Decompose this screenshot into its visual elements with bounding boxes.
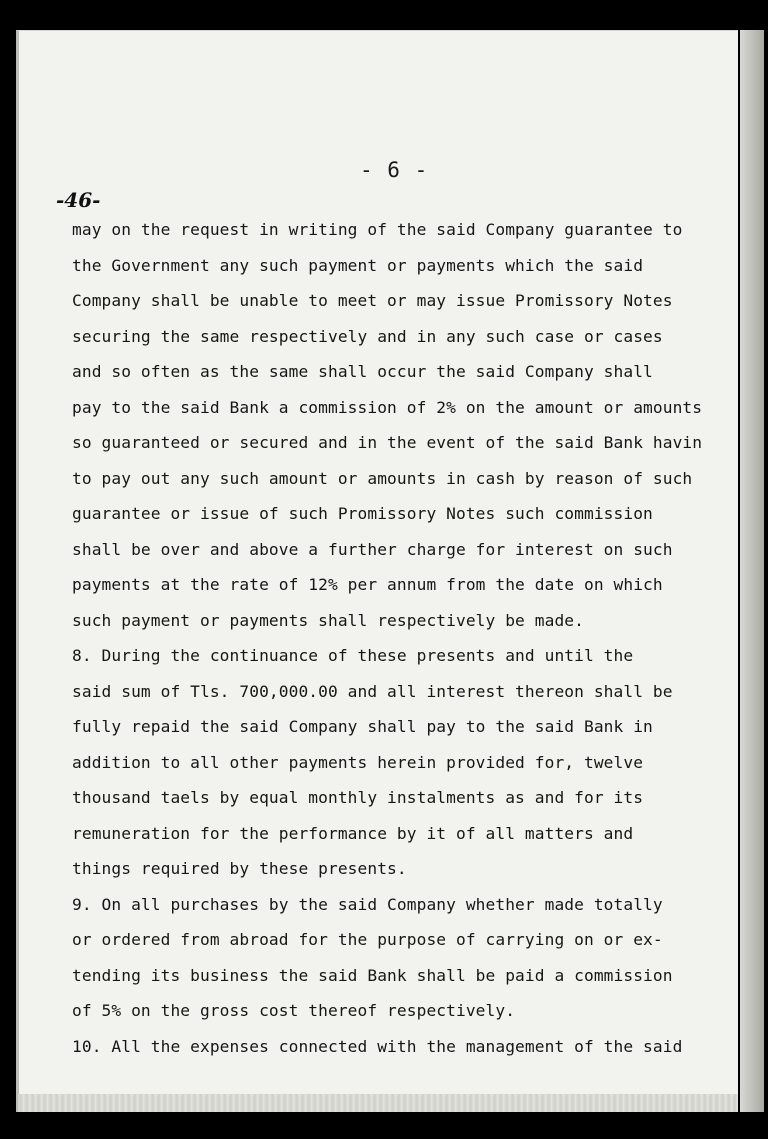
text-line: so guaranteed or secured and in the event of the said Bank havin <box>72 433 703 452</box>
text-line: 8. During the continuance of these presents and until the <box>72 646 634 665</box>
page-right-edge <box>740 30 764 1112</box>
text-line: things required by these presents. <box>72 859 407 878</box>
handwritten-margin-annotation: -46- <box>56 188 101 212</box>
text-line: securing the same respectively and in any such case or cases <box>72 326 663 346</box>
text-line: addition to all other payments herein provided for, twelve <box>72 752 644 772</box>
text-line: payments at the rate of 12% per annum from the date on which <box>72 575 663 594</box>
text-line: such payment or payments shall respectively be made. <box>72 610 584 630</box>
page-bottom-edge <box>18 1094 738 1112</box>
text-line: said sum of Tls. 700,000.00 and all interest thereon shall be <box>72 681 673 701</box>
text-line: Company shall be unable to meet or may issue Promissory Notes <box>72 291 673 310</box>
text-line: fully repaid the said Company shall pay to the said Bank in <box>72 717 653 736</box>
text-line: shall be over and above a further charge for interest on such <box>72 539 673 559</box>
text-line: pay to the said Bank a commission of 2% on the amount or amounts <box>72 397 703 417</box>
text-line: may on the request in writing of the said Company guarantee to <box>72 220 683 239</box>
text-line: remuneration for the performance by it of all matters and <box>72 823 634 843</box>
text-line: the Government any such payment or payments which the said <box>72 255 644 275</box>
text-line: guarantee or issue of such Promissory Notes such commission <box>72 504 653 523</box>
text-line: to pay out any such amount or amounts in cash by reason of such <box>72 468 693 488</box>
text-line: tending its business the said Bank shall be paid a commission <box>72 965 673 985</box>
text-line: and so often as the same shall occur the said Company shall <box>72 362 653 381</box>
text-line: or ordered from abroad for the purpose of carrying on or ex- <box>72 930 663 949</box>
text-line: 9. On all purchases by the said Company whether made totally <box>72 894 663 914</box>
page-number: - 6 - <box>360 158 429 182</box>
typed-body-text <box>72 212 740 1064</box>
text-line: thousand taels by equal monthly instalments as and for its <box>72 788 644 807</box>
text-line: 10. All the expenses connected with the management of the said <box>72 1036 683 1056</box>
text-line: of 5% on the gross cost thereof respectively. <box>72 1001 516 1020</box>
